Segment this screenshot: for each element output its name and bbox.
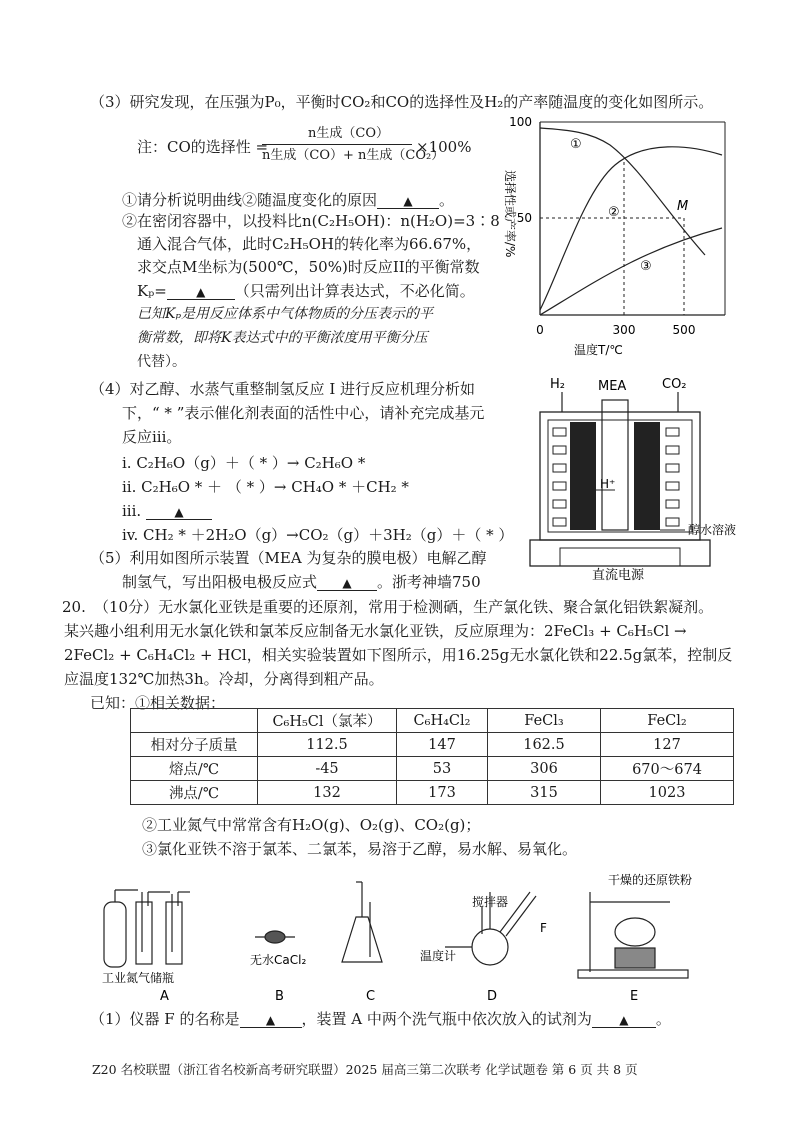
b-caption: 无水CaCl₂ [250, 953, 307, 967]
q4-step1: i. C₂H₆O（g）＋（ * ）→ C₂H₆O * [122, 454, 366, 472]
solution-label: 醇水溶液 [688, 523, 737, 537]
q3-part2-line6: 衡常数，即将K表达式中的平衡浓度用平衡分压 [137, 330, 428, 346]
q4-line3: 反应iii。 [122, 428, 182, 446]
curve-label: ③ [640, 259, 652, 274]
q3-part2-line3: 求交点M坐标为(500℃，50%)时反应II的平衡常数 [137, 258, 480, 276]
q5-line1: （5）利用如图所示装置（MEA 为复杂的膜电极）电解乙醇 [90, 549, 487, 567]
answer-blank[interactable]: ▲ [317, 576, 377, 591]
point-m-label: M [677, 199, 689, 214]
label-e: E [630, 989, 639, 1002]
apparatus-b [255, 931, 295, 943]
mea-label: MEA [598, 379, 627, 394]
note-denominator: n生成（CO）+ n生成（CO₂） [262, 148, 445, 163]
d-thermometer: 温度计 [420, 949, 457, 963]
q20-line2: 某兴趣小组利用无水氯化铁和氯苯反应制备无水氯化亚铁，反应原理为：2FeCl₃ + C₆H₅Cl → [64, 622, 687, 640]
apparatus-a [104, 890, 190, 967]
x-axis-label: 温度T/℃ [574, 343, 623, 357]
q5-line2: 制氢气，写出阳极电极反应式 ▲ 。浙考神墙750 [122, 573, 481, 591]
y-axis-label: 选择性或产率/% [503, 170, 517, 258]
q3-part2-line7: 代替）。 [137, 354, 186, 370]
selectivity-graph [490, 110, 750, 360]
q4-line1: （4）对乙醇、水蒸气重整制氢反应 I 进行反应机理分析如 [90, 380, 476, 398]
q20-number: 20. [62, 598, 86, 616]
curve-label: ② [608, 205, 620, 220]
a-caption: 工业氮气储瓶 [102, 971, 175, 985]
d-stirrer: 搅拌器 [472, 895, 509, 909]
q20-line4: 应温度132℃加热3h。冷却，分离得到粗产品。 [64, 670, 384, 688]
table-header-row: C₆H₅Cl（氯苯） C₆H₄Cl₂ FeCl₃ FeCl₂ [131, 709, 734, 733]
q20-line3: 2FeCl₂ + C₆H₄Cl₂ + HCl，相关实验装置如下图所示，用16.25g无水氯化铁和22.5g氯苯，控制反 [64, 646, 733, 664]
note-label: 注：CO的选择性 = [137, 138, 269, 156]
q4-line2: 下，“ * ”表示催化剂表面的活性中心，请补充完成基元 [122, 404, 485, 422]
d-label-f: F [540, 921, 547, 935]
note-2: ②工业氮气中常常含有H₂O(g)、O₂(g)、CO₂(g)； [142, 816, 481, 834]
table-row: 熔点/℃ -45 53 306 670～674 [131, 757, 734, 781]
answer-blank[interactable]: ▲ [240, 1013, 302, 1028]
answer-blank[interactable]: ▲ [146, 505, 212, 520]
apparatus-e [578, 892, 688, 978]
note-tail: ×100% [416, 138, 472, 156]
q20-part1: （1）仪器 F 的名称是 ▲ ，装置 A 中两个洗气瓶中依次放入的试剂为 ▲ 。 [90, 1010, 671, 1028]
xtick: 300 [612, 323, 636, 337]
label-b: B [275, 989, 284, 1002]
answer-blank[interactable]: ▲ [377, 194, 439, 209]
q3-part2-line1: ②在密闭容器中，以投料比n(C₂H₅OH)：n(H₂O)=3∶8 [122, 212, 500, 230]
answer-blank[interactable]: ▲ [592, 1013, 656, 1028]
apparatus-c [342, 882, 382, 962]
fraction-bar [262, 144, 412, 145]
q20-line1: （10分）无水氯化亚铁是重要的还原剂，常用于检测硒，生产氯化铁、聚合氯化铝铁絮凝剂。 [94, 598, 714, 616]
note-numerator: n生成（CO） [308, 126, 389, 141]
answer-blank[interactable]: ▲ [167, 285, 235, 300]
page-footer: Z20 名校联盟（浙江省名校新高考研究联盟）2025 届高三第二次联考 化学试题卷 第 6 页 共 8 页 [92, 1062, 638, 1077]
xtick: 0 [536, 323, 544, 337]
h2-label: H₂ [550, 377, 565, 392]
data-table [130, 708, 734, 805]
q3-intro: （3）研究发现，在压强为P₀，平衡时CO₂和CO的选择性及H₂的产率随温度的变化如图所示。 [90, 93, 714, 111]
ytick: 100 [509, 115, 532, 129]
apparatus-diagram [90, 862, 750, 1002]
q4-step2: ii. C₂H₆O * ＋ （ * ）→ CH₄O * ＋CH₂ * [122, 478, 409, 496]
electrolysis-diagram [510, 372, 760, 587]
label-a: A [160, 989, 169, 1002]
q3-part1: ①请分析说明曲线②随温度变化的原因 ▲ 。 [122, 191, 455, 209]
q4-step4: iv. CH₂ * ＋2H₂O（g）→CO₂（g）＋3H₂（g）＋（ * ） [122, 526, 514, 544]
hplus-label: H⁺ [600, 477, 616, 491]
table-row: 相对分子质量 112.5 147 162.5 127 [131, 733, 734, 757]
q3-part2-line4: Kₚ= ▲ （只需列出计算表达式，不必化简。 [137, 282, 475, 300]
ytick: 50 [516, 211, 532, 225]
q3-part2-line5: 已知Kₚ是用反应体系中气体物质的分压表示的平 [137, 306, 434, 322]
q4-step3: iii. ▲ [122, 502, 212, 520]
xtick: 500 [672, 323, 696, 337]
co2-label: CO₂ [662, 377, 687, 392]
e-caption: 干燥的还原铁粉 [608, 873, 693, 887]
q20-known: 已知：①相关数据： [90, 694, 226, 712]
note-3: ③氯化亚铁不溶于氯苯、二氯苯，易溶于乙醇，易水解、易氧化。 [142, 840, 578, 858]
label-c: C [366, 989, 376, 1002]
table-row: 沸点/℃ 132 173 315 1023 [131, 781, 734, 805]
curve-label: ① [570, 137, 582, 152]
label-d: D [487, 989, 498, 1002]
power-label: 直流电源 [592, 568, 645, 583]
q3-part2-line2: 通入混合气体，此时C₂H₅OH的转化率为66.67%， [137, 235, 482, 253]
